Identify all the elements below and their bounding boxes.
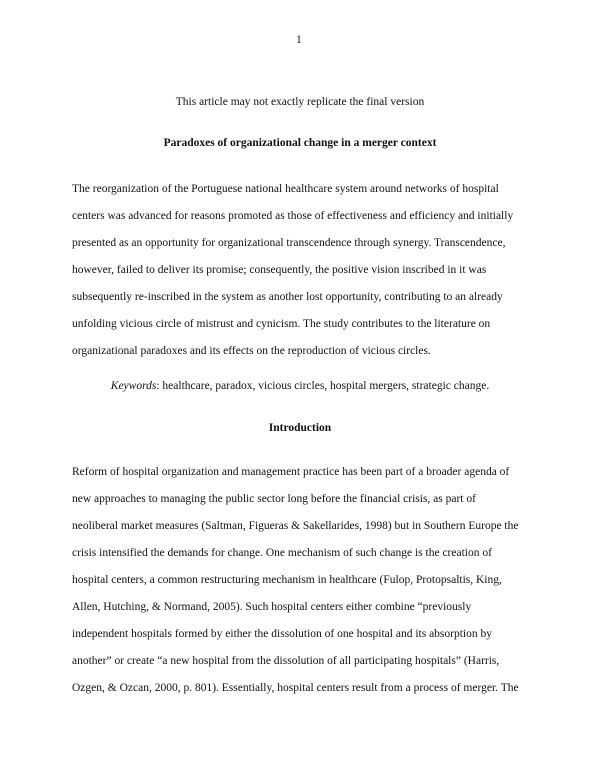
article-title: Paradoxes of organizational change in a merger context (163, 137, 437, 149)
version-notice: This article may not exactly replicate the final version (175, 96, 425, 108)
introduction-body (72, 459, 532, 702)
abstract (72, 176, 532, 365)
body-line: hospital centers, a common restructuring mechanism in healthcare (Fulop, Protopsaltis, King, (72, 574, 502, 586)
body-line: independent hospitals formed by either the dissolution of one hospital and its absorption by (72, 628, 493, 640)
body-line: new approaches to managing the public sector long before the financial crisis, as part of (72, 493, 476, 505)
body-line: Ozgen, & Ozcan, 2000, p. 801). Essentially, hospital centers result from a process of merger. The (72, 682, 519, 694)
abstract-line: The reorganization of the Portuguese national healthcare system around networks of hospital (72, 183, 499, 195)
body-line: another” or create “a new hospital from the dissolution of all participating hospitals” (Harris, (72, 655, 500, 667)
keywords-label: Keywords (110, 380, 157, 392)
body-line: Allen, Hutching, & Normand, 2005). Such hospital centers either combine “previously (72, 601, 472, 613)
abstract-line: centers was advanced for reasons promoted as those of effectiveness and efficiency and initially (72, 210, 514, 222)
abstract-line: unfolding vicious circle of mistrust and cynicism. The study contributes to the literature on (72, 318, 491, 330)
abstract-line: presented as an opportunity for organizational transcendence through synergy. Transcendence, (72, 237, 506, 249)
introduction-heading: Introduction (268, 422, 332, 434)
page-number-text: 1 (296, 34, 302, 46)
abstract-line: subsequently re-inscribed in the system as another lost opportunity, contributing to an already (72, 291, 503, 303)
keywords (0, 380, 600, 392)
body-line: crisis intensified the demands for change. One mechanism of such change is the creation of (72, 547, 492, 559)
keywords-text: : healthcare, paradox, vicious circles, hospital mergers, strategic change. (156, 380, 490, 392)
abstract-line: organizational paradoxes and its effects on the reproduction of vicious circles. (72, 345, 431, 357)
body-line: Reform of hospital organization and management practice has been part of a broader agenda of (72, 466, 510, 478)
body-line: neoliberal market measures (Saltman, Figueras & Sakellarides, 1998) but in Southern Europe the (72, 520, 519, 532)
abstract-line: however, failed to deliver its promise; consequently, the positive vision inscribed in it was (72, 264, 487, 276)
